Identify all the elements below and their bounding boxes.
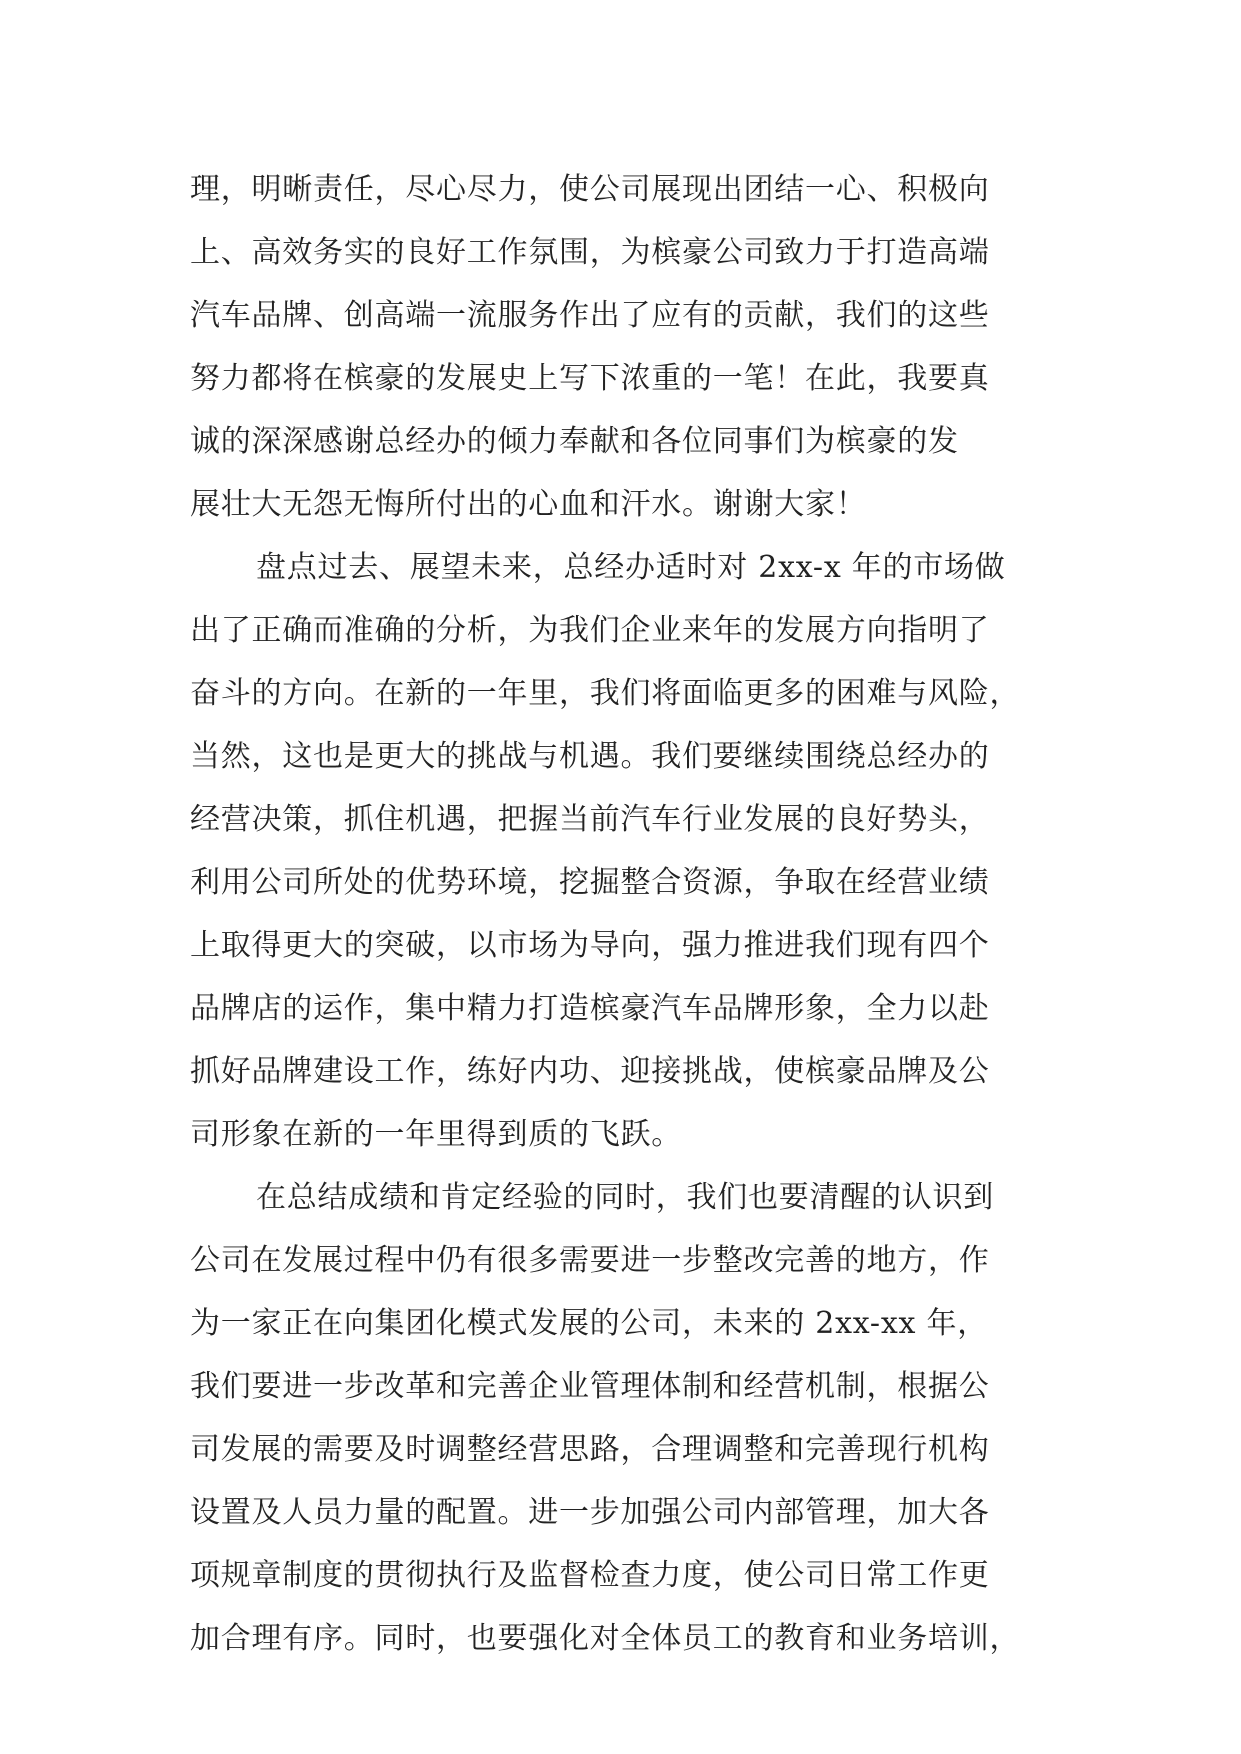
text-line: 诚的深深感谢总经办的倾力奉献和各位同事们为槟豪的发	[190, 424, 959, 459]
text-line: 展壮大无怨无悔所付出的心血和汗水。谢谢大家！	[190, 487, 867, 522]
text-line: 司发展的需要及时调整经营思路，合理调整和完善现行机构	[190, 1432, 990, 1467]
text-line: 设置及人员力量的配置。进一步加强公司内部管理，加大各	[190, 1495, 990, 1530]
text-line: 利用公司所处的优势环境，挖掘整合资源，争取在经营业绩	[190, 865, 990, 900]
text-line: 努力都将在槟豪的发展史上写下浓重的一笔！在此，我要真	[190, 361, 990, 396]
text-line: 上取得更大的突破，以市场为导向，强力推进我们现有四个	[190, 928, 990, 963]
text-line: 经营决策，抓住机遇，把握当前汽车行业发展的良好势头，	[190, 802, 990, 837]
text-line: 汽车品牌、创高端一流服务作出了应有的贡献，我们的这些	[190, 298, 990, 333]
text-line: 在总结成绩和肯定经验的同时，我们也要清醒的认识到	[256, 1180, 994, 1215]
text-line: 加合理有序。同时，也要强化对全体员工的教育和业务培训，	[190, 1621, 1021, 1656]
text-line: 司形象在新的一年里得到质的飞跃。	[190, 1117, 682, 1152]
text-line: 当然，这也是更大的挑战与机遇。我们要继续围绕总经办的	[190, 739, 990, 774]
paragraph	[190, 536, 1060, 1166]
text-line: 上、高效务实的良好工作氛围，为槟豪公司致力于打造高端	[190, 235, 990, 270]
text-line: 盘点过去、展望未来，总经办适时对 2xx-x 年的市场做	[256, 550, 1006, 585]
text-line: 奋斗的方向。在新的一年里，我们将面临更多的困难与风险，	[190, 676, 1021, 711]
paragraph	[190, 158, 1060, 536]
text-line: 理，明晰责任，尽心尽力，使公司展现出团结一心、积极向	[190, 172, 990, 207]
text-line: 公司在发展过程中仍有很多需要进一步整改完善的地方，作	[190, 1243, 990, 1278]
text-line: 我们要进一步改革和完善企业管理体制和经营机制，根据公	[190, 1369, 990, 1404]
document-body	[190, 158, 1060, 1670]
text-line: 为一家正在向集团化模式发展的公司，未来的 2xx-xx 年，	[190, 1306, 988, 1341]
text-line: 项规章制度的贯彻执行及监督检查力度，使公司日常工作更	[190, 1558, 990, 1593]
text-line: 抓好品牌建设工作，练好内功、迎接挑战，使槟豪品牌及公	[190, 1054, 990, 1089]
paragraph	[190, 1166, 1060, 1670]
text-line: 出了正确而准确的分析，为我们企业来年的发展方向指明了	[190, 613, 990, 648]
text-line: 品牌店的运作，集中精力打造槟豪汽车品牌形象，全力以赴	[190, 991, 990, 1026]
